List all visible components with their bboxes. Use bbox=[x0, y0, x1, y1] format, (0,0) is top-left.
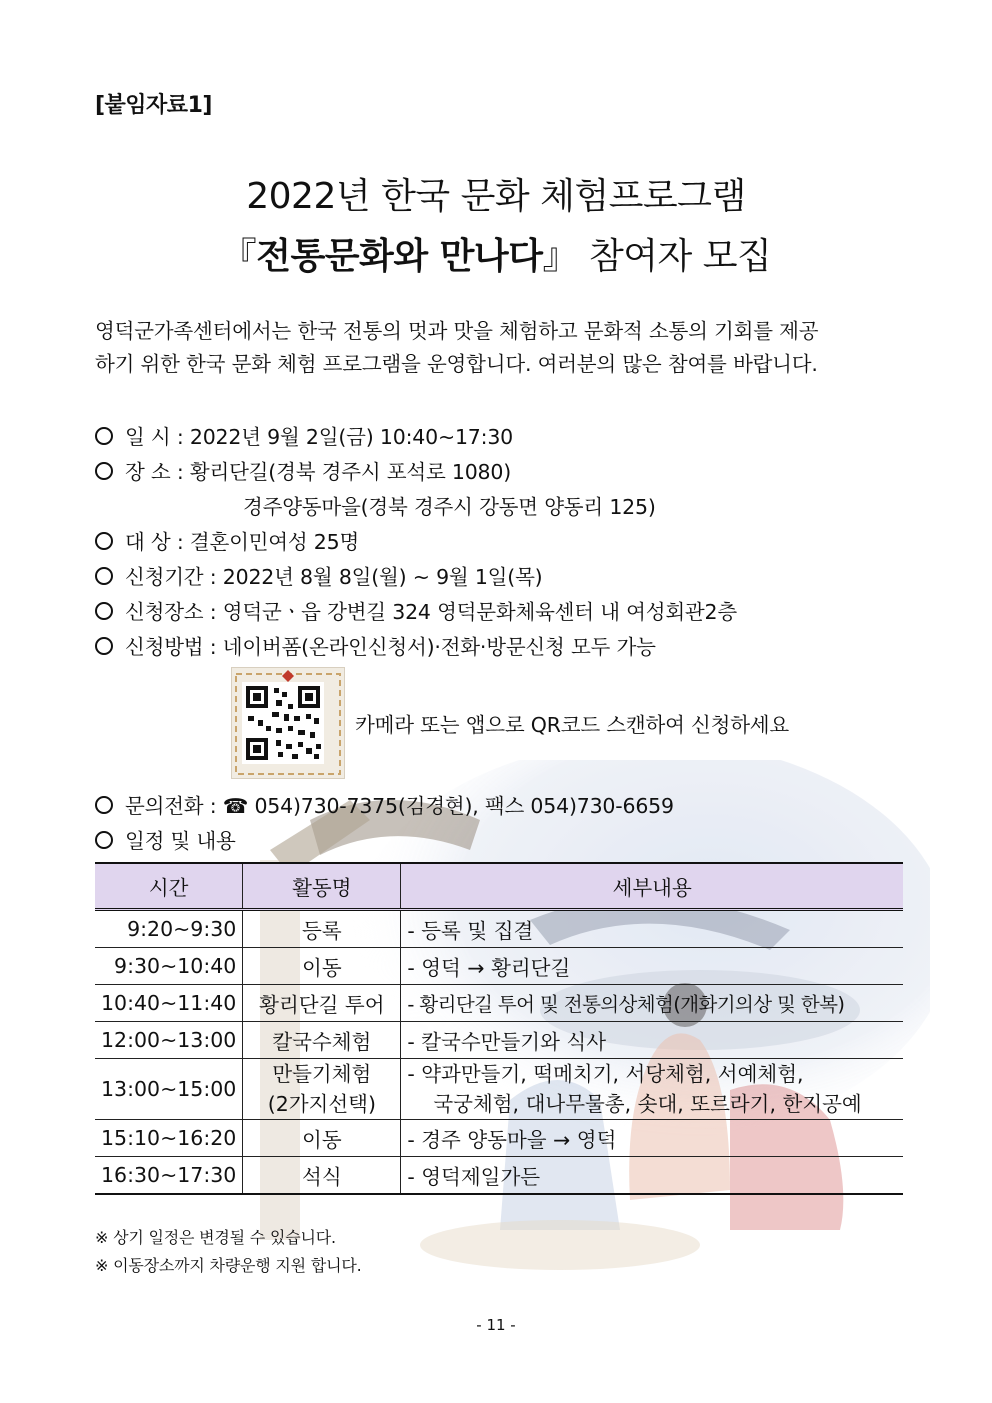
info-label: 신청방법 : bbox=[125, 635, 217, 659]
cell-time: 9:30~10:40 bbox=[95, 948, 243, 985]
info-value: 054)730-7375(김경현), 팩스 054)730-6659 bbox=[254, 794, 674, 818]
schedule-table bbox=[95, 862, 903, 1195]
table-row bbox=[95, 985, 903, 1022]
cell-detail: - 경주 양동마을 → 영덕 bbox=[401, 1120, 903, 1157]
table-row bbox=[95, 948, 903, 985]
table-row bbox=[95, 1022, 903, 1059]
circle-bullet-icon bbox=[95, 532, 113, 550]
table-row bbox=[95, 910, 903, 948]
info-value: 결혼이민여성 25명 bbox=[189, 530, 360, 554]
header-activity: 활동명 bbox=[243, 863, 401, 910]
cell-detail-line: - 약과만들기, 떡메치기, 서당체험, 서예체험, bbox=[407, 1062, 804, 1086]
table-row bbox=[95, 1157, 903, 1195]
info-value: 네이버폼(온라인신청서)·전화·방문신청 모두 가능 bbox=[222, 635, 656, 659]
info-target bbox=[95, 525, 359, 555]
circle-bullet-icon bbox=[95, 567, 113, 585]
info-value: 영덕군ㆍ읍 강변길 324 영덕문화체육센터 내 여성회관2층 bbox=[222, 600, 737, 624]
title-suffix: 참여자 모집 bbox=[578, 236, 772, 277]
info-label: 장 소 : bbox=[125, 460, 184, 484]
attachment-label: [붙임자료1] bbox=[95, 93, 212, 118]
info-label: 일 시 : bbox=[125, 425, 184, 449]
cell-activity: 이동 bbox=[243, 1120, 401, 1157]
info-method bbox=[95, 630, 656, 660]
cell-detail: - 황리단길 투어 및 전통의상체험(개화기의상 및 한복) bbox=[401, 985, 903, 1022]
info-schedule bbox=[95, 824, 236, 854]
title-bracket-close: 』 bbox=[542, 236, 578, 277]
cell-activity-line: 만들기체험 bbox=[272, 1062, 372, 1086]
page-title: 2022년 한국 문화 체험프로그램 bbox=[246, 176, 746, 217]
cell-activity: 이동 bbox=[243, 948, 401, 985]
intro-paragraph bbox=[95, 315, 903, 381]
cell-activity: 등록 bbox=[243, 910, 401, 948]
cell-time: 10:40~11:40 bbox=[95, 985, 243, 1022]
qr-code[interactable] bbox=[231, 667, 345, 779]
intro-line: 영덕군가족센터에서는 한국 전통의 멋과 맛을 체험하고 문화적 소통의 기회를 제공 bbox=[95, 319, 819, 343]
info-label: 일정 및 내용 bbox=[125, 829, 236, 853]
circle-bullet-icon bbox=[95, 427, 113, 445]
program-name: 전통문화와 만나다 bbox=[256, 235, 543, 277]
table-row bbox=[95, 1059, 903, 1120]
intro-line: 하기 위한 한국 문화 체험 프로그램을 운영합니다. 여러분의 많은 참여를 바랍니다. bbox=[95, 352, 818, 376]
cell-detail: - 칼국수만들기와 식사 bbox=[401, 1022, 903, 1059]
cell-detail-line: 국궁체험, 대나무물총, 솟대, 또르라기, 한지공예 bbox=[433, 1092, 862, 1116]
header-time: 시간 bbox=[95, 863, 243, 910]
info-date bbox=[95, 420, 513, 450]
info-label: 대 상 : bbox=[125, 530, 184, 554]
info-period bbox=[95, 560, 542, 590]
circle-bullet-icon bbox=[95, 796, 113, 814]
page-number: - 11 - bbox=[476, 1316, 516, 1334]
note: ※ 이동장소까지 차량운행 지원 합니다. bbox=[95, 1256, 362, 1275]
circle-bullet-icon bbox=[95, 831, 113, 849]
info-place bbox=[95, 455, 511, 485]
cell-activity-line: (2가지선택) bbox=[267, 1092, 376, 1116]
qr-instruction: 카메라 또는 앱으로 QR코드 스캔하여 신청하세요 bbox=[355, 713, 790, 737]
phone-icon: ☎ bbox=[222, 794, 249, 818]
cell-detail bbox=[401, 1059, 903, 1120]
info-label: 문의전화 : bbox=[125, 794, 217, 818]
cell-activity: 석식 bbox=[243, 1157, 401, 1195]
circle-bullet-icon bbox=[95, 637, 113, 655]
cell-activity: 칼국수체험 bbox=[243, 1022, 401, 1059]
info-place-2: 경주양동마을(경북 경주시 강동면 양동리 125) bbox=[243, 495, 656, 519]
table-row bbox=[95, 1120, 903, 1157]
cell-time: 9:20~9:30 bbox=[95, 910, 243, 948]
cell-detail: - 영덕제일가든 bbox=[401, 1157, 903, 1195]
circle-bullet-icon bbox=[95, 462, 113, 480]
cell-activity bbox=[243, 1059, 401, 1120]
info-value: 2022년 8월 8일(월) ~ 9월 1일(목) bbox=[222, 565, 543, 589]
info-phone bbox=[95, 789, 674, 819]
table-header-row bbox=[95, 863, 903, 910]
info-location bbox=[95, 595, 737, 625]
cell-time: 13:00~15:00 bbox=[95, 1059, 243, 1120]
circle-bullet-icon bbox=[95, 602, 113, 620]
info-value: 황리단길(경북 경주시 포석로 1080) bbox=[189, 460, 512, 484]
cell-detail: - 영덕 → 황리단길 bbox=[401, 948, 903, 985]
cell-activity: 황리단길 투어 bbox=[243, 985, 401, 1022]
cell-time: 16:30~17:30 bbox=[95, 1157, 243, 1195]
cell-time: 12:00~13:00 bbox=[95, 1022, 243, 1059]
page-subtitle bbox=[0, 228, 992, 279]
info-label: 신청장소 : bbox=[125, 600, 217, 624]
header-detail: 세부내용 bbox=[401, 863, 903, 910]
info-label: 신청기간 : bbox=[125, 565, 217, 589]
qr-code-icon bbox=[232, 668, 344, 778]
cell-time: 15:10~16:20 bbox=[95, 1120, 243, 1157]
title-bracket-open: 『 bbox=[220, 236, 257, 277]
note: ※ 상기 일정은 변경될 수 있습니다. bbox=[95, 1228, 336, 1247]
info-value: 2022년 9월 2일(금) 10:40~17:30 bbox=[189, 425, 514, 449]
cell-detail: - 등록 및 집결 bbox=[401, 910, 903, 948]
